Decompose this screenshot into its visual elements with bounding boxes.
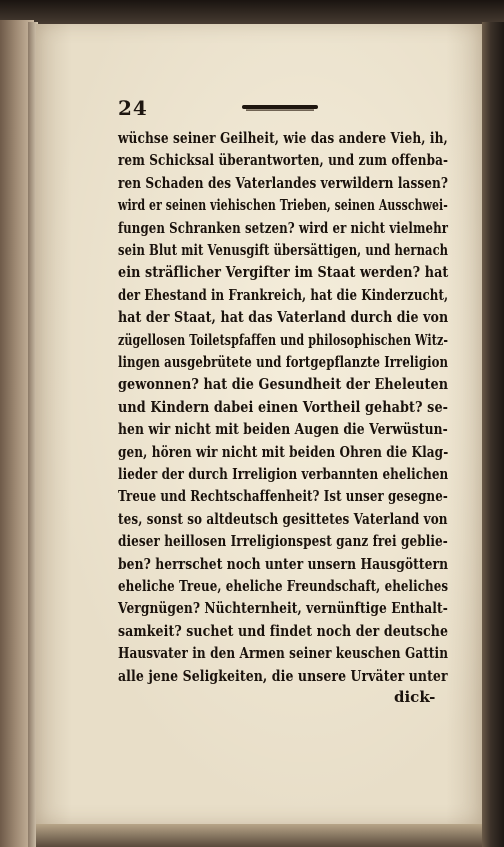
text-line: lingen ausgebrütete und fortgepflanzte Irreligion [118, 353, 449, 371]
text-line: hat der Staat, hat das Vaterland durch die von [118, 308, 449, 327]
text-line: sein Blut mit Venusgift übersättigen, und hernach [118, 241, 449, 259]
text-line: samkeit? suchet und findet noch der deutsche [118, 621, 449, 640]
page-number: 24 [118, 96, 148, 120]
text-line: alle jene Seligkeiten, die unsere Urväter unter [118, 666, 448, 685]
text-line: wird er seinen viehischen Trieben, seinen Ausschwei- [118, 196, 448, 215]
text-line: fungen Schranken setzen? wird er nicht vielmehr [118, 218, 449, 237]
text-line: zügellosen Toiletspfaffen und philosophischen Witz- [118, 330, 449, 349]
text-line: gewonnen? hat die Gesundheit der Eheleuten [118, 375, 449, 394]
text-line: rem Schicksal überantworten, und zum offenba- [118, 151, 449, 170]
catchword: dick- [394, 688, 436, 706]
text-line: hen wir nicht mit beiden Augen die Verwüstun- [118, 420, 448, 439]
text-line: lieder der durch Irreligion verbannten ehelichen [118, 465, 449, 483]
book-top-shadow [0, 0, 504, 26]
text-line: Treue und Rechtschaffenheit? Ist unser gesegne- [118, 487, 448, 506]
text-line: tes, sonst so altdeutsch gesittetes Vaterland von [118, 509, 448, 528]
text-line: der Ehestand in Frankreich, hat die Kinderzucht, [118, 285, 449, 304]
text-line: ren Schaden des Vaterlandes verwildern lassen? [118, 173, 449, 192]
text-line: Vergnügen? Nüchternheit, vernünftige Enthalt- [118, 599, 448, 618]
page-bottom-edge [36, 824, 482, 847]
page-stack-edge [482, 22, 504, 847]
text-line: wüchse seiner Geilheit, wie das andere Vieh, ih, [118, 129, 448, 147]
text-line: ben? herrschet noch unter unsern Hausgöttern [118, 554, 449, 573]
text-line: dieser heillosen Irreligionspest ganz frei geblie- [118, 532, 448, 551]
header-rule-ornament [242, 103, 318, 112]
text-line: und Kindern dabei einen Vortheil gehabt? se- [118, 397, 449, 416]
text-line: gen, hören wir nicht mit beiden Ohren die Klag- [118, 442, 449, 461]
text-line: ein sträflicher Vergifter im Staat werden? hat [118, 263, 449, 282]
text-line: eheliche Treue, eheliche Freundschaft, eheliches [118, 577, 449, 595]
text-line: Hausvater in den Armen seiner keuschen Gattin [118, 644, 449, 663]
